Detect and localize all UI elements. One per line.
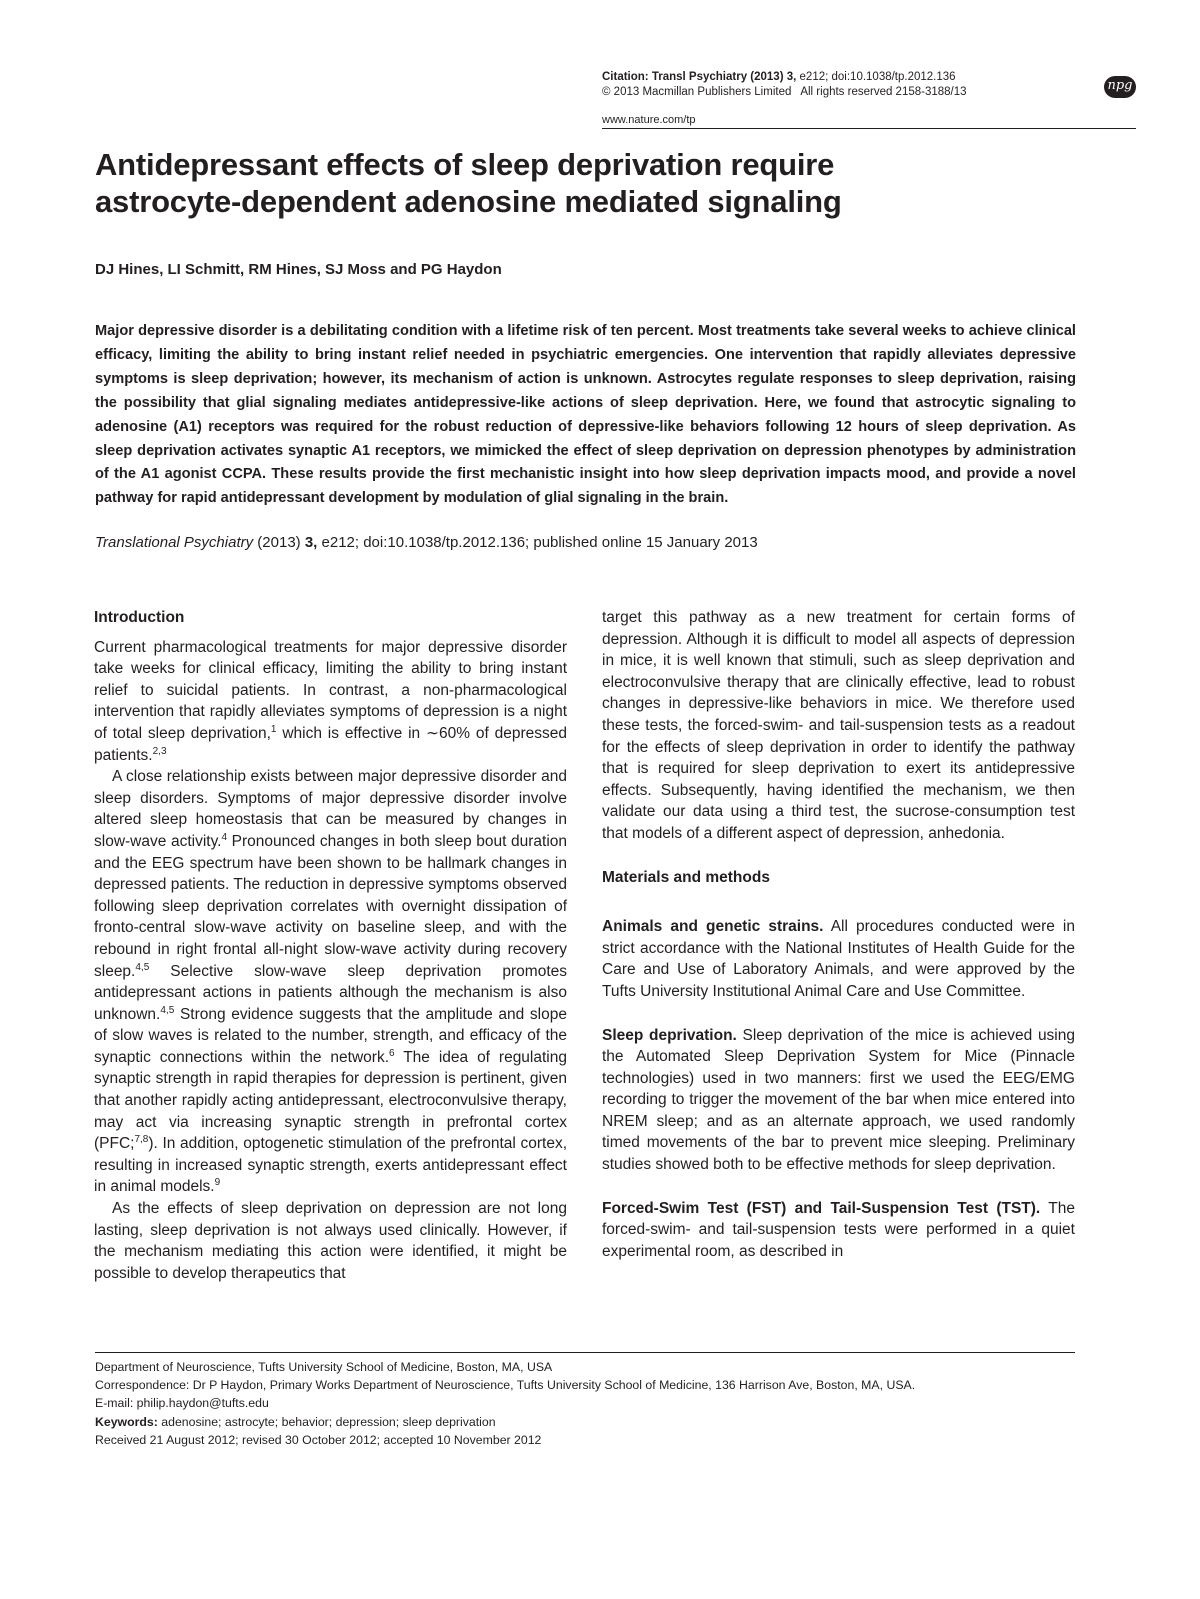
- section-spacer: [602, 1176, 1075, 1198]
- reference-marker[interactable]: 4: [221, 831, 228, 843]
- affiliation: Department of Neuroscience, Tufts University School of Medicine, Boston, MA, USA: [95, 1360, 553, 1374]
- intro-p2-text-f: ). In addition, optogenetic stimulation of the prefrontal cortex, resulting in increased synaptic strength, exerts antidepressant effect in animal models.: [94, 1135, 567, 1196]
- intro-p2-text-a: A close relationship exists between major depressive disorder and sleep disorders. Symptoms of major depressive disorder involve altered sleep homeostasis that can be measured by changes in slow-wave activity.: [94, 768, 567, 850]
- reference-marker[interactable]: 4,5: [160, 1004, 175, 1016]
- section-spacer: [602, 896, 1075, 916]
- fst-tst-paragraph: [602, 1198, 1075, 1263]
- journal-url-link[interactable]: www.nature.com/tp: [602, 114, 696, 126]
- keywords-label: Keywords:: [95, 1414, 158, 1429]
- received-dates: Received 21 August 2012; revised 30 October 2012; accepted 10 November 2012: [95, 1432, 542, 1447]
- reference-marker[interactable]: 7,8: [134, 1134, 149, 1146]
- fst-tst-text: The forced-swim- and tail-suspension tests were performed in a quiet experimental room, as described in: [602, 1199, 1075, 1260]
- title-line-2: astrocyte-dependent adenosine mediated signaling: [95, 184, 842, 219]
- reference-marker[interactable]: 1: [270, 723, 277, 735]
- intro-paragraph-2: [94, 766, 567, 1198]
- title-line-1: Antidepressant effects of sleep deprivation require: [95, 147, 835, 182]
- abstract-citation-year: (2013): [257, 534, 301, 551]
- citation-label: Citation:: [602, 71, 649, 83]
- introduction-heading: Introduction: [94, 609, 185, 626]
- keywords: [95, 1413, 1095, 1431]
- intro-paragraph-3-continued: target this pathway as a new treatment for certain forms of depression. Although it is difficult to model all aspects of depression in mice, it is well known that stimuli, such as sleep deprivation and electroconvulsive therapy that are clinically effective, lead to robust changes in depressive-like behaviors in mice. We therefore used these tests, the forced-swim- and tail-suspension tests as a readout for the effects of sleep deprivation in order to identify the pathway that is required for sleep deprivation to exert its antidepressive effects. Subsequently, having identified the mechanism, we then validate our data using a third test, the sucrose-consumption test that models of a different aspect of depression, anhedonia.: [602, 609, 1075, 842]
- citation-doi: e212; doi:10.1038/tp.2012.136: [799, 71, 956, 83]
- keywords-list: adenosine; astrocyte; behavior; depression; sleep deprivation: [157, 1414, 496, 1429]
- intro-p2-text-b: Pronounced changes in both sleep bout duration and the EEG spectrum have been shown to be hallmark changes in depressed patients. The reduction in depressive symptoms observed following sleep deprivation correlates with overnight dissipation of fronto-central slow-wave activity on baseline sleep, and with the rebound in right frontal all-night slow-wave activity during recovery sleep.: [94, 832, 568, 980]
- copyright-text: © 2013 Macmillan Publishers Limited: [602, 86, 792, 98]
- intro-p2-text-c: Selective slow-wave sleep deprivation promotes antidepressant actions in patients although the mechanism is also unknown.: [94, 962, 567, 1023]
- animals-subheading: Animals and genetic strains.: [602, 918, 824, 936]
- left-column: [94, 607, 567, 1284]
- animals-text: All procedures conducted were in strict accordance with the National Institutes of Health Guide for the Care and Use of Laboratory Animals, and were approved by the Tufts University Institutional Animal Care and Use Committee.: [602, 918, 1075, 1000]
- abstract-citation: [95, 533, 1076, 553]
- article-title: [95, 146, 1055, 220]
- author-list: DJ Hines, LI Schmitt, RM Hines, SJ Moss and PG Haydon: [95, 261, 502, 278]
- npg-logo-icon: npg: [1104, 76, 1136, 98]
- sleep-deprivation-subheading: Sleep deprivation.: [602, 1026, 737, 1044]
- header-divider: [602, 128, 1136, 129]
- intro-p2-text-d: Strong evidence suggests that the amplitude and slope of slow waves is related to the number, strength, and efficacy of the synaptic connections within the network.: [94, 1005, 567, 1066]
- right-column: [602, 607, 1075, 1262]
- intro-p1-text-b: which is effective in ∼60% of depressed patients.: [94, 724, 567, 764]
- citation-volume: 3,: [786, 71, 797, 83]
- methods-heading: Materials and methods: [602, 868, 770, 886]
- email-link[interactable]: E-mail: philip.haydon@tufts.edu: [95, 1396, 269, 1411]
- sleep-deprivation-text: Sleep deprivation of the mice is achieved using the Automated Sleep Deprivation System for Mice (Pinnacle technologies) used in two manners: first we used the EEG/EMG recording to trigger the movement of the bar when mice entered into NREM sleep; and as an alternate approach, we used randomly timed movements of the bar to prevent mice sleeping. Preliminary studies showed both to be effective methods for sleep deprivation.: [602, 1026, 1075, 1174]
- fst-tst-subheading: Forced-Swim Test (FST) and Tail-Suspension Test (TST).: [602, 1199, 1041, 1217]
- animals-paragraph: [602, 916, 1075, 1002]
- reference-marker[interactable]: 6: [389, 1047, 395, 1059]
- reference-marker[interactable]: 9: [214, 1177, 221, 1189]
- copyright-line: [602, 85, 1092, 100]
- reference-marker[interactable]: 4,5: [135, 961, 150, 973]
- section-spacer: [602, 1003, 1075, 1025]
- intro-p2-text-e: The idea of regulating synaptic strength in rapid therapies for depression is pertinent, given that another rapidly acting antidepressant, electroconvulsive therapy, may act via increasing synaptic strength in prefrontal cortex (PFC;: [94, 1048, 567, 1153]
- abstract-citation-journal: Translational Psychiatry: [95, 534, 254, 551]
- footnotes: [95, 1358, 1095, 1449]
- correspondence: Correspondence: Dr P Haydon, Primary Works Department of Neuroscience, Tufts University School of Medicine, 136 Harrison Ave, Boston, MA, USA.: [95, 1378, 916, 1393]
- intro-paragraph-1: [94, 637, 567, 767]
- section-spacer: [602, 845, 1075, 867]
- sleep-deprivation-paragraph: [602, 1025, 1075, 1176]
- rights-text: All rights reserved 2158-3188/13: [800, 86, 967, 98]
- reference-marker[interactable]: 2,3: [152, 745, 167, 757]
- abstract-citation-doi: e212; doi:10.1038/tp.2012.136; published online 15 January 2013: [321, 534, 758, 551]
- abstract: Major depressive disorder is a debilitating condition with a lifetime risk of ten percent. Most treatments take several weeks to achieve clinical efficacy, limiting the ability to bring instant relief needed in psychiatric emergencies. One intervention that rapidly alleviates depressive symptoms is sleep deprivation; however, its mechanism of action is unknown. Astrocytes regulate responses to sleep deprivation, raising the possibility that glial signaling mediates antidepressive-like actions of sleep deprivation. Here, we found that astrocytic signaling to adenosine (A1) receptors was required for the robust reduction of depressive-like behaviors following 12 hours of sleep deprivation. As sleep deprivation activates synaptic A1 receptors, we mimicked the effect of sleep deprivation on depression phenotypes by administration of the A1 agonist CCPA. These results provide the first mechanistic insight into how sleep deprivation impacts mood, and provide a novel pathway for rapid antidepressant development by modulation of glial signaling in the brain.: [95, 323, 1076, 507]
- intro-paragraph-3: As the effects of sleep deprivation on depression are not long lasting, sleep deprivation is not always used clinically. However, if the mechanism mediating this action were identified, it might be possible to develop therapeutics that: [94, 1200, 567, 1282]
- citation-block: [602, 70, 1092, 100]
- citation-journal: Transl Psychiatry (2013): [651, 71, 784, 83]
- citation-line: [602, 70, 1092, 85]
- abstract-citation-volume: 3,: [304, 534, 318, 551]
- intro-p1-text-a: Current pharmacological treatments for major depressive disorder take weeks for clinical efficacy, limiting the ability to bring instant relief to suicidal patients. In contrast, a non-pharmacological intervention that rapidly alleviates symptoms of depression is a night of total sleep deprivation,: [94, 638, 567, 742]
- footnote-divider: [95, 1352, 1075, 1353]
